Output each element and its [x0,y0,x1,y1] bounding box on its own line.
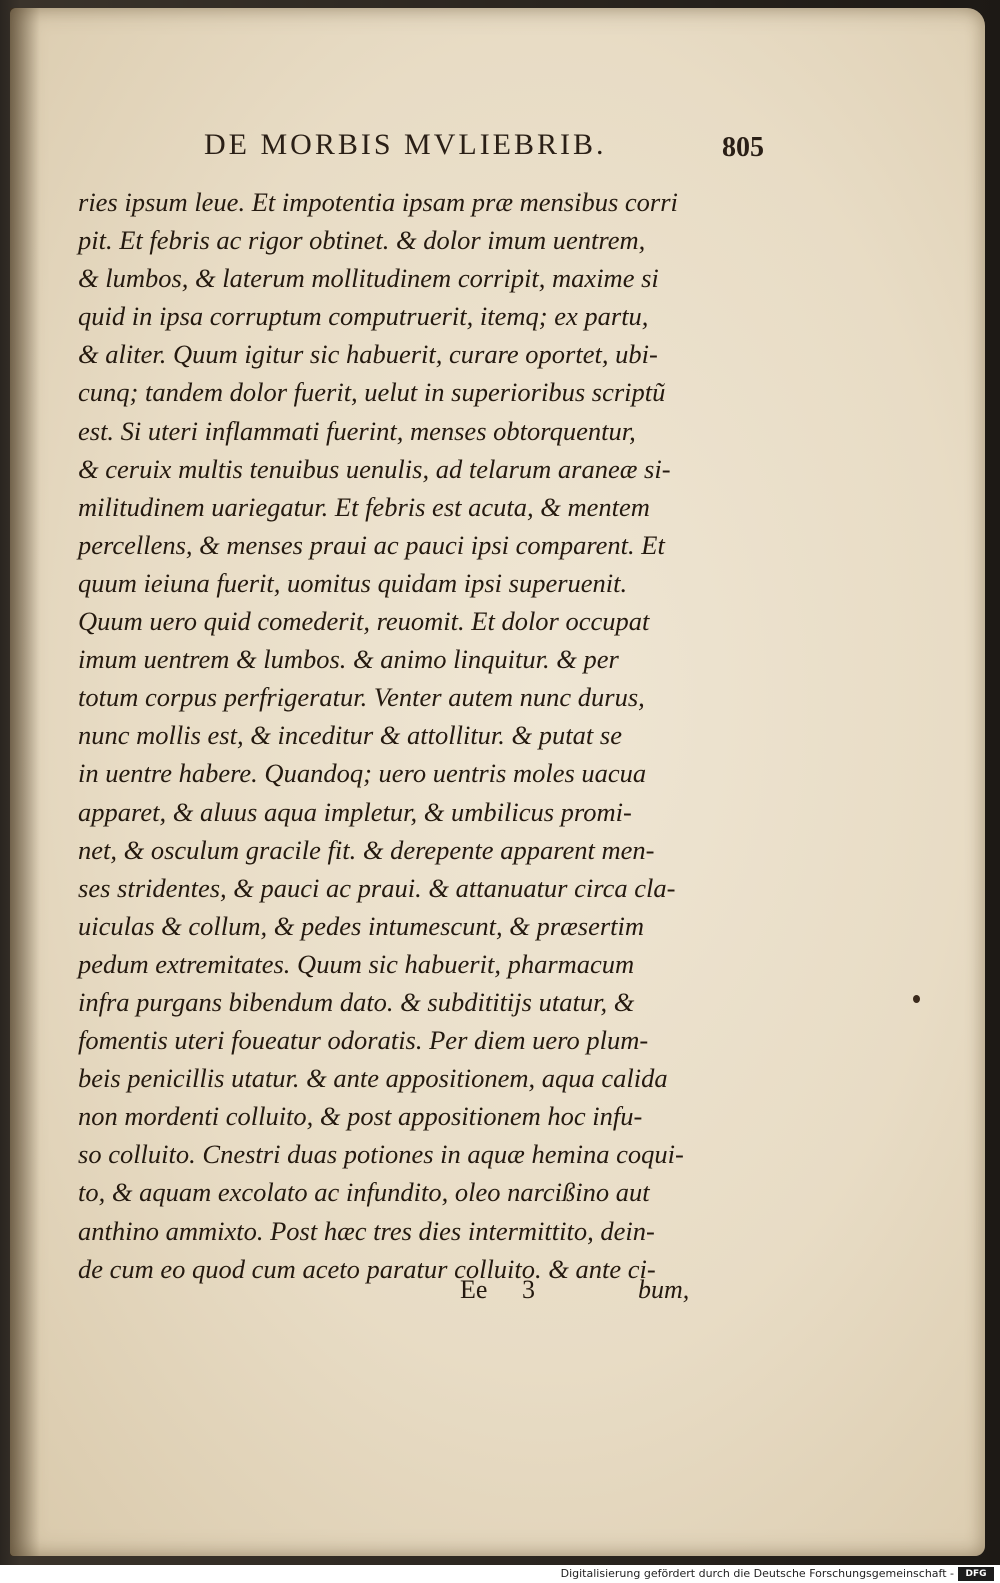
text-line: uiculas & collum, & pedes intumescunt, & præsertim [78,910,645,941]
text-line: pedum extremitates. Quum sic habuerit, pharmacum [78,948,635,979]
text-line: nunc mollis est, & inceditur & attollitur. & putat se [78,720,622,751]
text-line: militudinem uariegatur. Et febris est acuta, & mentem [78,491,650,522]
text-line: cunq; tandem dolor fuerit, uelut in superioribus scriptũ [78,377,666,408]
page-header [204,128,764,172]
text-line: & lumbos, & laterum mollitudinem corripit, maxime si [78,263,659,294]
page-footer [0,1275,1000,1311]
dfg-logo: DFG [958,1567,994,1581]
credit-bar [0,1565,1000,1583]
page-number: 805 [722,132,764,163]
text-line: & aliter. Quum igitur sic habuerit, curare oportet, ubi- [78,339,658,370]
text-line: in uentre habere. Quandoq; uero uentris moles uacua [78,758,647,789]
text-line: Quum uero quid comederit, reuomit. Et dolor occupat [78,606,650,637]
body-text [78,183,754,1288]
credit-text: Digitalisierung gefördert durch die Deutsche Forschungsgemeinschaft - [560,1567,954,1580]
text-line: so colluito. Cnestri duas potiones in aquæ hemina coqui- [78,1139,684,1170]
signature-mark: Ee [460,1275,488,1304]
text-line: imum uentrem & lumbos. & animo linquitur. & per [78,644,619,675]
text-line: apparet, & aluus aqua impletur, & umbilicus promi- [78,796,632,827]
text-line: beis penicillis utatur. & ante appositionem, aqua calida [78,1063,668,1094]
text-line: & ceruix multis tenuibus uenulis, ad telarum araneæ si- [78,453,671,484]
text-line: to, & aquam excolato ac infundito, oleo narcißino aut [78,1177,650,1208]
text-line: non mordenti colluito, & post appositionem hoc infu- [78,1101,643,1132]
text-line: percellens, & menses praui ac pauci ipsi comparent. Et [78,529,665,560]
catchword: bum, [638,1275,690,1304]
signature-number: 3 [522,1275,535,1304]
text-line: quum ieiuna fuerit, uomitus quidam ipsi superuenit. [78,567,628,598]
ink-spot [913,995,920,1003]
text-line: anthino ammixto. Post hæc tres dies intermittito, dein- [78,1215,655,1246]
text-line: infra purgans bibendum dato. & subdititijs utatur, & [78,986,635,1017]
running-title: DE MORBIS MVLIEBRIB. [204,128,607,161]
text-line: fomentis uteri foueatur odoratis. Per diem uero plum- [78,1025,649,1056]
text-line: net, & osculum gracile fit. & derepente apparent men- [78,834,655,865]
text-line: ses stridentes, & pauci ac praui. & attanuatur circa cla- [78,872,676,903]
text-line: totum corpus perfrigeratur. Venter autem nunc durus, [78,682,645,713]
text-line: ries ipsum leue. Et impotentia ipsam præ mensibus corri [78,187,678,217]
text-line: est. Si uteri inflammati fuerint, menses obtorquentur, [78,415,636,446]
text-line: quid in ipsa corruptum computruerit, itemq; ex partu, [78,301,649,332]
page-gutter-shadow [10,8,40,1556]
text-line: de cum eo quod cum aceto paratur colluito. & ante ci- [78,1253,656,1284]
text-line: pit. Et febris ac rigor obtinet. & dolor imum uentrem, [78,225,646,256]
